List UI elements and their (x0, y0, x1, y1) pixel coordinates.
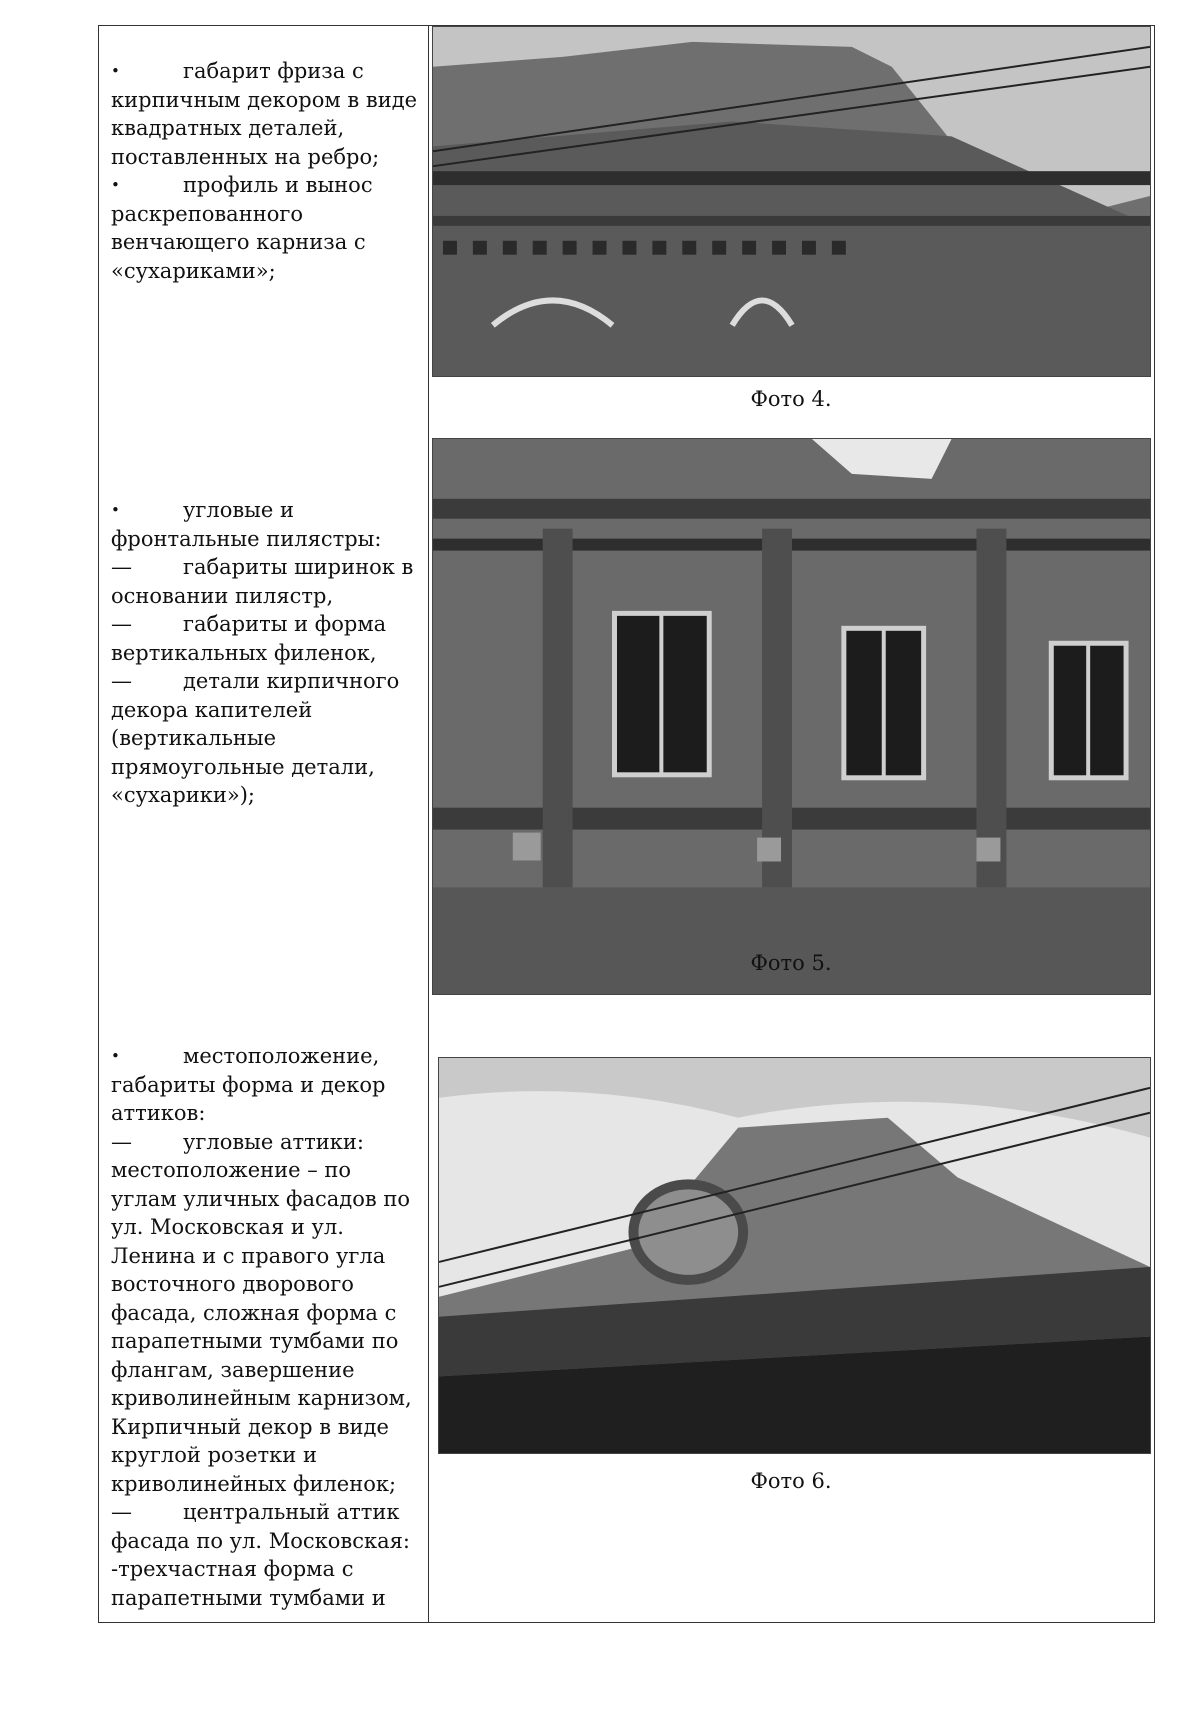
photo-5-caption: Фото 5. (750, 951, 832, 975)
item-text: габарит фриза с кирпичным декором в виде квадратных деталей, поставленных на ребро; (111, 59, 418, 169)
list-item (111, 171, 423, 285)
text-section-pilasters (111, 496, 423, 810)
item-text: центральный аттик фасада по ул. Московская: -трехчастная форма с парапетными тумбами и (111, 1500, 410, 1610)
photo-6-caption: Фото 6. (750, 1469, 832, 1493)
column-divider (428, 26, 429, 1622)
item-text: угловые аттики: местоположение – по углам уличных фасадов по ул. Московская и ул. Ленина и с правого угла восточного дворового фасада, сложная форма с парапетными тумбами по флангам, завершение криволинейным карнизом, Кирпичный декор в виде круглой розетки и криволинейных филенок; (111, 1129, 412, 1496)
item-text: габариты и форма вертикальных филенок, (111, 612, 387, 665)
item-text: габариты ширинок в основании пилястр, (111, 555, 414, 608)
photo-4-caption: Фото 4. (750, 387, 832, 411)
bullet-marker: • (111, 62, 120, 80)
list-item (111, 610, 423, 667)
photo-4-facade-cornice (432, 26, 1151, 377)
text-section-frieze (111, 57, 423, 285)
bullet-marker: • (111, 1047, 120, 1065)
bullet-marker: • (111, 501, 120, 519)
list-item (111, 667, 423, 810)
list-item (111, 1498, 423, 1612)
dash-marker: — (111, 555, 132, 579)
bullet-marker: • (111, 176, 120, 194)
list-item (111, 1042, 423, 1128)
dash-marker: — (111, 669, 132, 693)
item-text: угловые и фронтальные пилястры: (111, 498, 382, 551)
photo-5-facade-pilasters (432, 438, 1151, 995)
list-item (111, 1128, 423, 1499)
list-item (111, 57, 423, 171)
item-text: профиль и вынос раскрепованного венчающего карниза с «сухариками»; (111, 173, 373, 283)
text-section-attics (111, 1042, 423, 1612)
list-item (111, 553, 423, 610)
photo-6-corner-attic (438, 1057, 1151, 1454)
list-item (111, 496, 423, 553)
dash-marker: — (111, 612, 132, 636)
dash-marker: — (111, 1129, 132, 1154)
document-table (98, 25, 1155, 1623)
item-text: местоположение, габариты форма и декор аттиков: (111, 1044, 386, 1125)
dash-marker: — (111, 1500, 132, 1524)
item-text: детали кирпичного декора капителей (вертикальные прямоугольные детали, «сухарики»); (111, 669, 400, 807)
